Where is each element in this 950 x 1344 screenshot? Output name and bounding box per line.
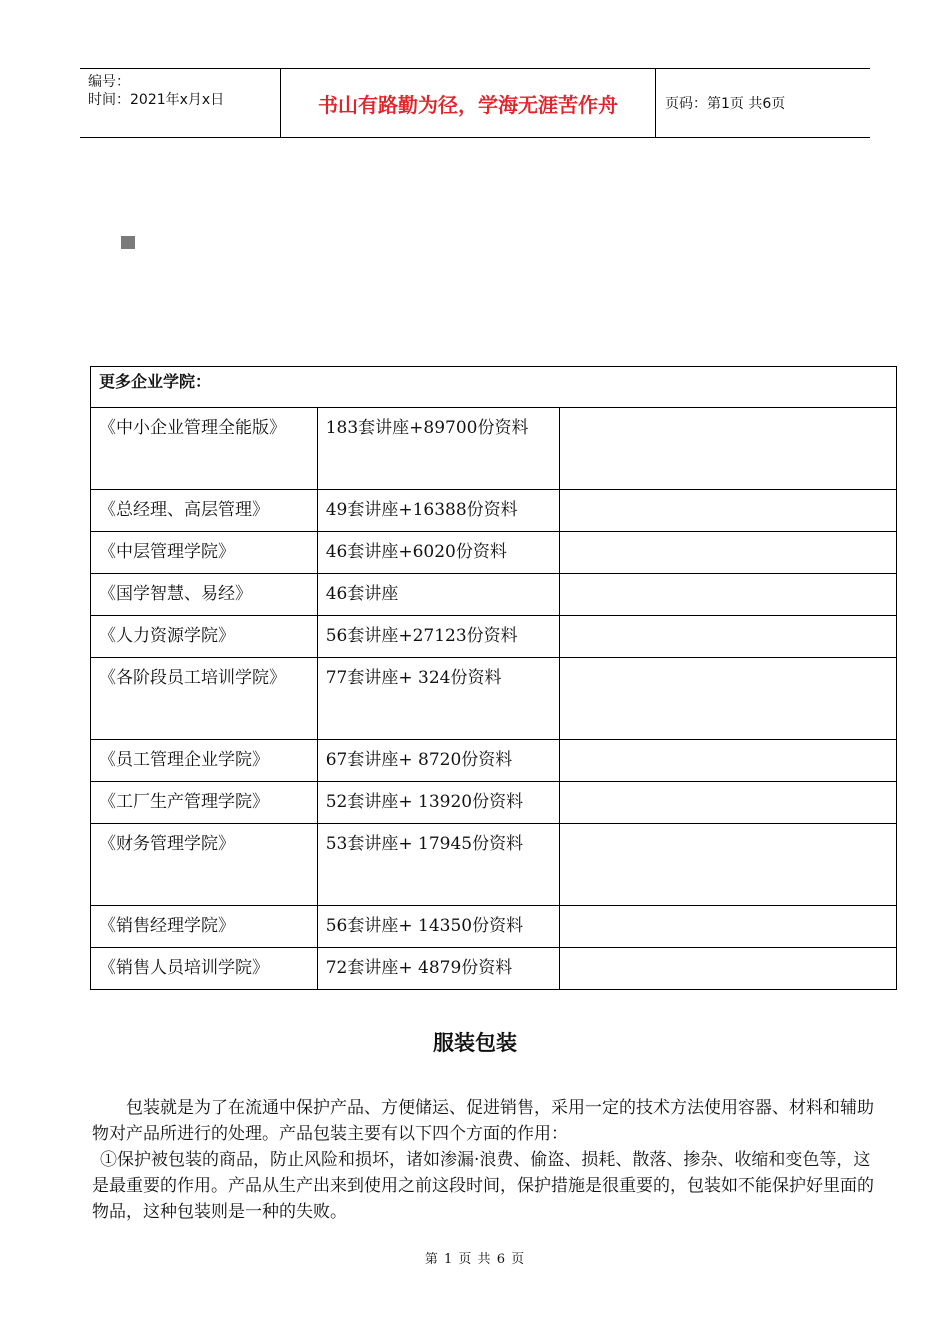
header-meta (80, 69, 281, 137)
empty-cell (560, 782, 897, 824)
empty-cell (560, 616, 897, 658)
course-table (90, 366, 897, 990)
empty-cell (560, 658, 897, 740)
body-text (92, 1095, 884, 1225)
course-name: 《各阶段员工培训学院》 (91, 658, 318, 740)
header-time: 时间：2021年x月x日 (88, 92, 225, 108)
course-name: 《员工管理企业学院》 (91, 740, 318, 782)
table-row (91, 658, 897, 740)
course-detail: 72套讲座+ 4879份资料 (317, 948, 560, 990)
course-detail: 56套讲座+ 14350份资料 (317, 906, 560, 948)
page-header (80, 68, 870, 138)
empty-cell (560, 740, 897, 782)
table-title: 更多企业学院： (91, 367, 897, 408)
table-row (91, 408, 897, 490)
course-detail: 56套讲座+27123份资料 (317, 616, 560, 658)
course-name: 《中小企业管理全能版》 (91, 408, 318, 490)
table-row (91, 948, 897, 990)
course-detail: 49套讲座+16388份资料 (317, 490, 560, 532)
paragraph-item-1: ①保护被包装的商品，防止风险和损坏，诸如渗漏·浪费、偷盗、损耗、散落、掺杂、收缩和变色等，这是最重要的作用。产品从生产出来到使用之前这段时间，保护措施是很重要的，包装如不能保护好里面的物品，这种包装则是一种的失败。 (92, 1150, 874, 1222)
course-detail: 77套讲座+ 324份资料 (317, 658, 560, 740)
course-name: 《财务管理学院》 (91, 824, 318, 906)
table-row (91, 490, 897, 532)
course-detail: 46套讲座+6020份资料 (317, 532, 560, 574)
square-bullet-icon (121, 236, 135, 249)
table-row (91, 532, 897, 574)
empty-cell (560, 408, 897, 490)
course-detail: 52套讲座+ 13920份资料 (317, 782, 560, 824)
table-row (91, 574, 897, 616)
course-name: 《工厂生产管理学院》 (91, 782, 318, 824)
document-title: 服装包装 (433, 1031, 517, 1055)
header-motto: 书山有路勤为径，学海无涯苦作舟 (281, 69, 656, 137)
empty-cell (560, 948, 897, 990)
empty-cell (560, 490, 897, 532)
empty-cell (560, 906, 897, 948)
table-row (91, 824, 897, 906)
course-detail: 183套讲座+89700份资料 (317, 408, 560, 490)
course-name: 《国学智慧、易经》 (91, 574, 318, 616)
table-title-row (91, 367, 897, 408)
table-row (91, 906, 897, 948)
course-name: 《中层管理学院》 (91, 532, 318, 574)
paragraph-intro: 包装就是为了在流通中保护产品、方便储运、促进销售，采用一定的技术方法使用容器、材料和辅助物对产品所进行的处理。产品包装主要有以下四个方面的作用： (92, 1098, 874, 1144)
table-row (91, 740, 897, 782)
course-name: 《销售经理学院》 (91, 906, 318, 948)
table-row (91, 782, 897, 824)
page-footer: 第 1 页 共 6 页 (424, 1252, 526, 1267)
course-detail: 53套讲座+ 17945份资料 (317, 824, 560, 906)
empty-cell (560, 574, 897, 616)
empty-cell (560, 824, 897, 906)
empty-cell (560, 532, 897, 574)
course-name: 《人力资源学院》 (91, 616, 318, 658)
course-name: 《销售人员培训学院》 (91, 948, 318, 990)
course-name: 《总经理、高层管理》 (91, 490, 318, 532)
header-number: 编号： (88, 74, 130, 90)
course-detail: 46套讲座 (317, 574, 560, 616)
table-row (91, 616, 897, 658)
header-page-info: 页码：第1页 共6页 (665, 96, 786, 112)
course-detail: 67套讲座+ 8720份资料 (317, 740, 560, 782)
